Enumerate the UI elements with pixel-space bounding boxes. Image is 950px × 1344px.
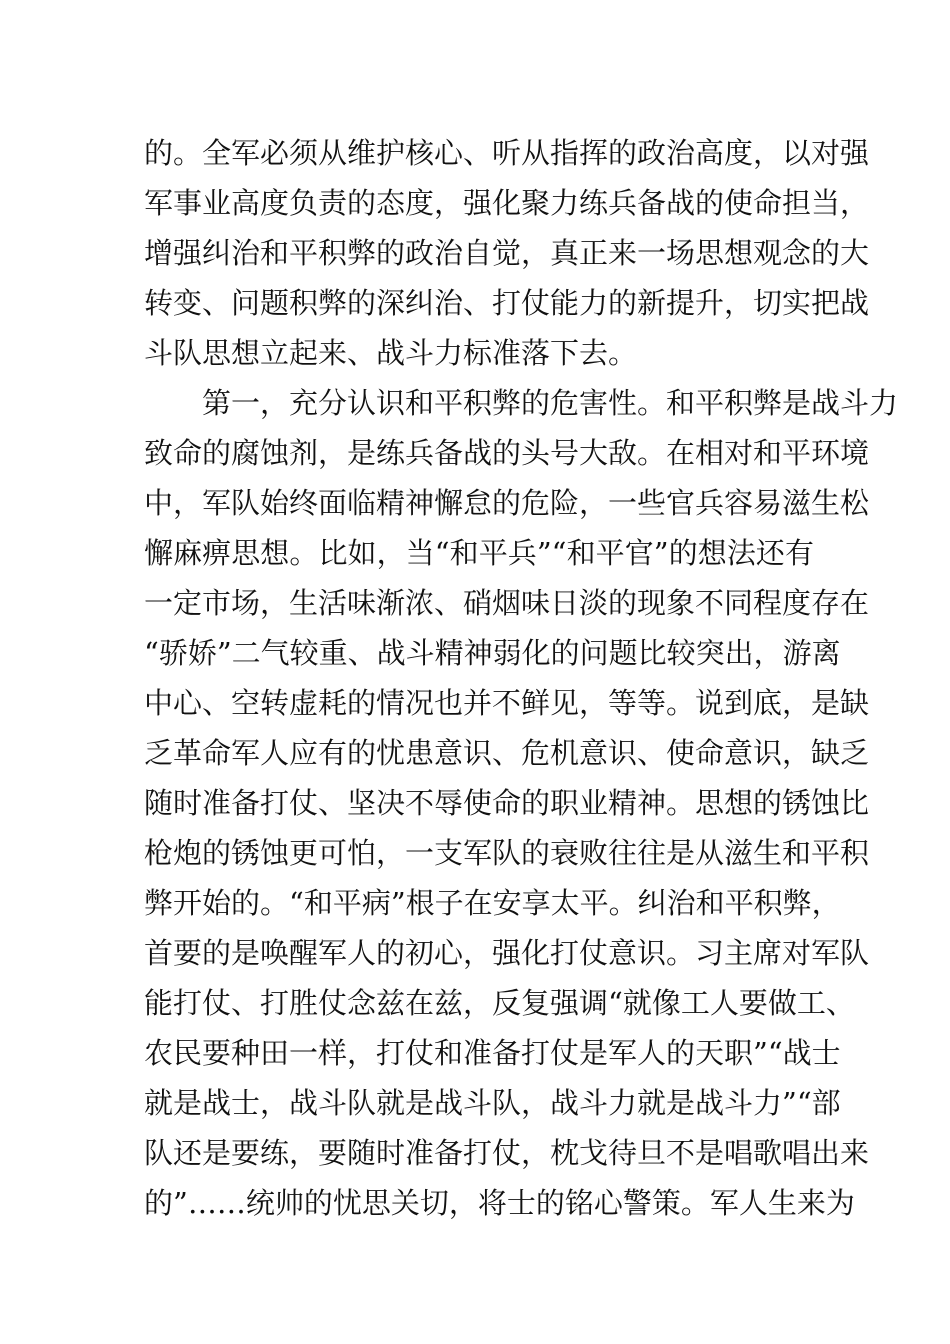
- text-line: 随时准备打仗、坚决不辱使命的职业精神。思想的锈蚀比: [144, 786, 870, 820]
- text-line: “骄娇”二气较重、战斗精神弱化的问题比较突出，游离: [144, 636, 841, 670]
- text-line: 斗队思想立起来、战斗力标准落下去。: [144, 336, 638, 370]
- text-line: 致命的腐蚀剂，是练兵备战的头号大敌。在相对和平环境: [144, 436, 870, 470]
- text-line: 军事业高度负责的态度，强化聚力练兵备战的使命担当，: [144, 186, 870, 220]
- text-line: 枪炮的锈蚀更可怕，一支军队的衰败往往是从滋生和平积: [144, 836, 870, 870]
- text-line: 队还是要练，要随时准备打仗，枕戈待旦不是唱歌唱出来: [144, 1136, 870, 1170]
- text-line: 首要的是唤醒军人的初心，强化打仗意识。习主席对军队: [144, 936, 870, 970]
- text-line: 农民要种田一样，打仗和准备打仗是军人的天职”“战士: [144, 1036, 841, 1070]
- text-line: 中心、空转虚耗的情况也并不鲜见，等等。说到底，是缺: [144, 686, 870, 720]
- text-line: 中，军队始终面临精神懈怠的危险，一些官兵容易滋生松: [144, 486, 870, 520]
- text-line: 增强纠治和平积弊的政治自觉，真正来一场思想观念的大: [144, 236, 870, 270]
- body-text: [144, 128, 899, 1228]
- text-line: 的。全军必须从维护核心、听从指挥的政治高度，以对强: [144, 136, 870, 170]
- text-line: 弊开始的。“和平病”根子在安享太平。纠治和平积弊，: [144, 886, 841, 920]
- text-line: 一定市场，生活味渐浓、硝烟味日淡的现象不同程度存在: [144, 586, 870, 620]
- text-line: 就是战士，战斗队就是战斗队，战斗力就是战斗力”“部: [144, 1086, 841, 1120]
- text-line: 能打仗、打胜仗念兹在兹，反复强调“就像工人要做工、: [144, 986, 855, 1020]
- text-line: 的”……统帅的忧思关切，将士的铭心警策。军人生来为: [144, 1186, 855, 1220]
- text-line: 乏革命军人应有的忧患意识、危机意识、使命意识，缺乏: [144, 736, 870, 770]
- text-line: 懈麻痹思想。比如，当“和平兵”“和平官”的想法还有: [144, 536, 814, 570]
- text-line: 第一，充分认识和平积弊的危害性。和平积弊是战斗力: [144, 386, 899, 420]
- text-line: 转变、问题积弊的深纠治、打仗能力的新提升，切实把战: [144, 286, 870, 320]
